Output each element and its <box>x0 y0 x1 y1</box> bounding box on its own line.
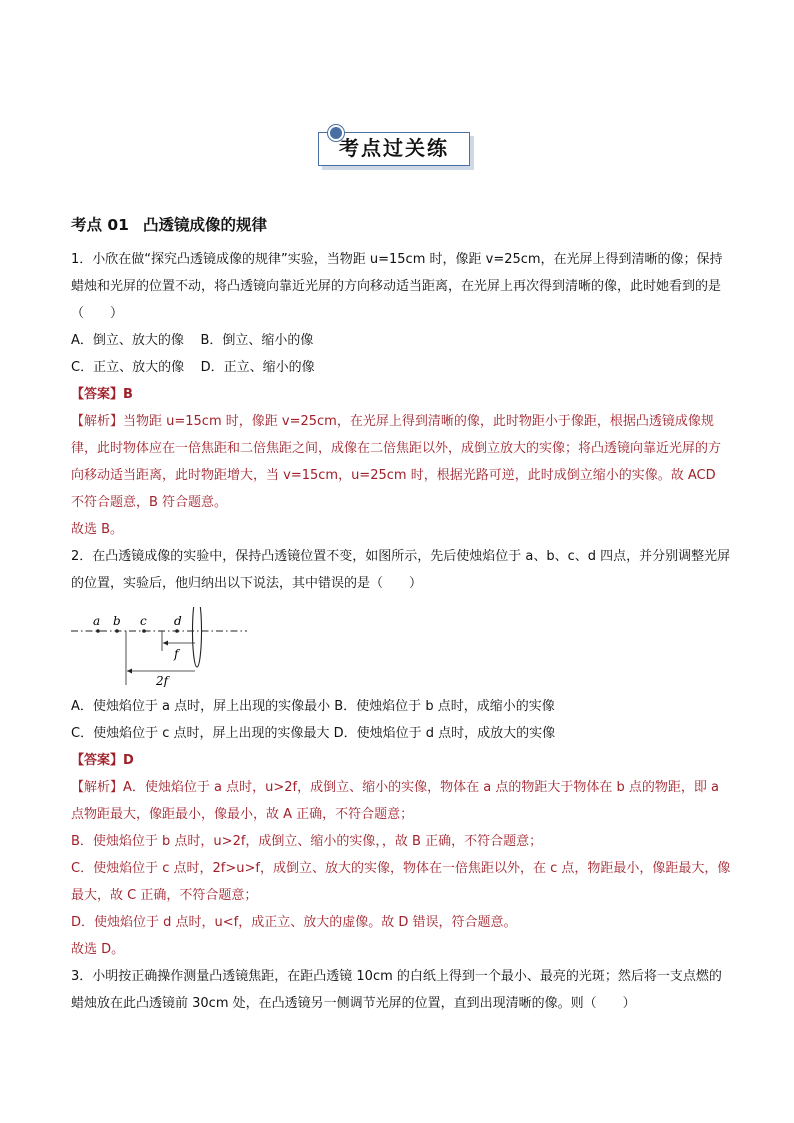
label-2f: 2f <box>156 674 169 687</box>
point-d <box>175 629 179 633</box>
label-a: a <box>93 614 101 628</box>
label-d: d <box>174 614 182 628</box>
q2-analysis-a: 【解析】A．使烛焰位于 a 点时，u>2f，成倒立、缩小的实像，物体在 a 点的物距大于物体在 b 点的物距，即 a 点物距最大，像距最小，像最小，故 A 正确，不符合题意； <box>71 780 719 822</box>
section-banner <box>318 124 476 170</box>
two-f-arrow-head <box>127 669 132 674</box>
lens-diagram <box>71 607 731 687</box>
q1-option-b: B．倒立、缩小的像 <box>200 333 314 348</box>
q1-option-c: C．正立、放大的像 <box>71 360 185 375</box>
q1-answer: 【答案】B <box>71 387 133 402</box>
banner-title: 考点过关练 <box>339 136 449 160</box>
q1-options-row2 <box>71 354 731 381</box>
q2-analysis-d: D．使烛焰位于 d 点时，u<f，成正立、放大的虚像。故 D 错误，符合题意。 <box>71 915 517 930</box>
q1-options-row1 <box>71 327 731 354</box>
convex-lens <box>193 607 202 667</box>
q1-stem: 1．小欣在做“探究凸透镜成像的规律”实验，当物距 u=15cm 时，像距 v=25cm，在光屏上得到清晰的像；保持蜡烛和光屏的位置不动，将凸透镜向靠近光屏的方向移动适当距离，在光屏上再次得到清晰的像，此时她看到的是（ ） <box>71 252 723 321</box>
q1-conclusion: 故选 B。 <box>71 522 124 537</box>
point-c <box>142 629 146 633</box>
q2-answer: 【答案】D <box>71 753 134 768</box>
q3-stem: 3．小明按正确操作测量凸透镜焦距，在距凸透镜 10cm 的白纸上得到一个最小、最亮的光斑；然后将一支点燃的蜡烛放在此凸透镜前 30cm 处，在凸透镜另一侧调节光屏的位置，直到出现清晰的像。则（ ） <box>71 969 722 1011</box>
q2-option-a: A．使烛焰位于 a 点时，屏上出现的实像最小 <box>71 699 331 714</box>
point-a <box>96 629 100 633</box>
section-heading <box>71 212 731 238</box>
q2-option-b: B．使烛焰位于 b 点时，成缩小的实像 <box>334 699 555 714</box>
label-f: f <box>174 647 179 661</box>
q2-options-row1 <box>71 693 731 720</box>
q2-options-row2 <box>71 720 731 747</box>
q2-option-c: C．使烛焰位于 c 点时，屏上出现的实像最大 <box>71 726 330 741</box>
point-b <box>115 629 119 633</box>
q2-analysis-c: C．使烛焰位于 c 点时，2f>u>f，成倒立、放大的实像，物体在一倍焦距以外，在 c 点，物距最小，像距最大，像最大，故 C 正确，不符合题意； <box>71 861 731 903</box>
lens-diagram-svg <box>71 607 271 687</box>
q2-conclusion: 故选 D。 <box>71 942 125 957</box>
label-b: b <box>113 614 121 628</box>
document-body <box>71 212 731 1017</box>
section-title-text: 凸透镜成像的规律 <box>142 216 267 234</box>
label-c: c <box>140 614 147 628</box>
section-label: 考点 01 <box>71 216 129 234</box>
q2-option-d: D．使烛焰位于 d 点时，成放大的实像 <box>333 726 556 741</box>
q1-option-a: A．倒立、放大的像 <box>71 333 184 348</box>
q2-stem: 2．在凸透镜成像的实验中，保持凸透镜位置不变，如图所示，先后使烛焰位于 a、b、c、d 四点，并分别调整光屏的位置，实验后，他归纳出以下说法，其中错误的是（ ） <box>71 549 731 591</box>
q1-option-d: D．正立、缩小的像 <box>200 360 315 375</box>
q1-analysis: 【解析】当物距 u=15cm 时，像距 v=25cm，在光屏上得到清晰的像，此时物距小于像距，根据凸透镜成像规律，此时物体应在一倍焦距和二倍焦距之间，成像在二倍焦距以外，成倒立放大的实像；将凸透镜向靠近光屏的方向移动适当距离，此时物距增大，当 v=15cm，u=25cm 时，根据光路可逆，此时成倒立缩小的实像。故 ACD 不符合题意，B 符合题意。 <box>71 414 722 510</box>
q2-analysis-b: B．使烛焰位于 b 点时，u>2f，成倒立、缩小的实像，，故 B 正确，不符合题意； <box>71 834 543 849</box>
f-arrow-head <box>163 641 168 646</box>
